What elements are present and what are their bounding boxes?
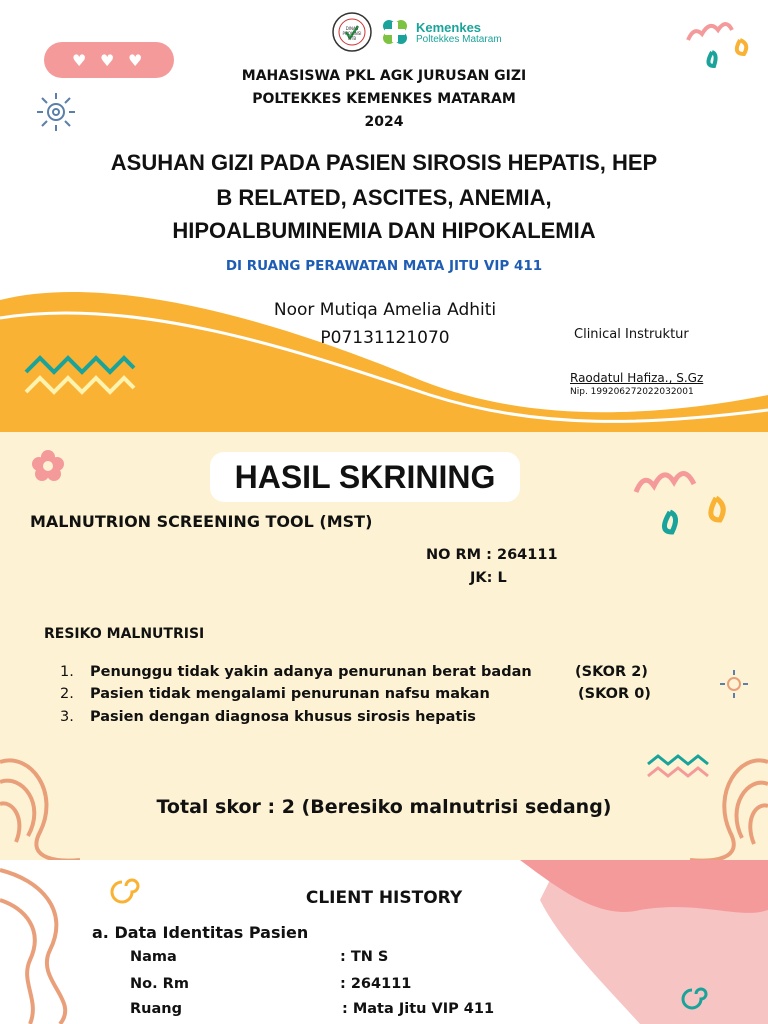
header-line2: POLTEKKES KEMENKES MATARAM [252,91,516,107]
risk-item-num: 3. [60,709,74,725]
identity-value: : TN S [340,949,389,965]
risk-item-score: (SKOR 2) [575,664,648,680]
risk-item-text: Penunggu tidak yakin adanya penurunan berat badan [90,664,532,680]
instructor-name: Raodatul Hafiza., S.Gz [570,371,704,385]
curl-icon [688,24,732,40]
identity-label: Ruang [130,1001,182,1017]
sun-icon [720,670,748,698]
squiggle-icon [664,512,675,532]
identity-label: Nama [130,949,177,965]
squiggle-icon [737,40,746,54]
risk-title: RESIKO MALNUTRISI [44,626,205,642]
seal-text: DINAS PROVINSI NTB [342,26,362,41]
kemenkes-logo [383,20,407,44]
title-line3: HIPOALBUMINEMIA DAN HIPOKALEMIA [172,218,596,243]
student-id: P07131121070 [320,328,450,348]
instructor-label: Clinical Instruktur [574,327,689,342]
identity-value: : Mata Jitu VIP 411 [342,1001,495,1017]
squiggle-icon [708,52,715,66]
zigzag-icon [648,768,708,776]
curl-icon [636,473,694,492]
screening-tool: MALNUTRION SCREENING TOOL (MST) [30,512,373,531]
identity-value: : 264111 [340,976,412,992]
flower-icon [32,450,64,481]
total-score: Total skor : 2 (Beresiko malnutrisi sedang) [156,796,612,818]
heart-icon: ♥ [72,51,87,70]
jk: JK: L [470,570,507,586]
client-history-heading: CLIENT HISTORY [305,888,463,908]
risk-item-text: Pasien tidak mengalami penurunan nafsu makan [90,686,490,702]
identity-label: No. Rm [130,976,189,992]
heart-icon: ♥ [128,51,143,70]
bottom-decor [0,860,768,1024]
location-text: DI RUANG PERAWATAN MATA JITU VIP 411 [225,258,543,274]
student-name: Noor Mutiqa Amelia Adhiti [273,300,497,320]
instructor-nip: Nip. 199206272022032001 [570,387,694,397]
risk-item-num: 1. [60,664,74,680]
title-line1: ASUHAN GIZI PADA PASIEN SIROSIS HEPATIS, HEP [110,150,658,175]
squiggle-icon [711,498,723,520]
heart-icon: ♥ [100,51,115,70]
risk-item-num: 2. [60,686,74,702]
header-line1: MAHASISWA PKL AGK JURUSAN GIZI [241,68,527,84]
no-rm: NO RM : 264111 [426,547,558,563]
title-line2: B RELATED, ASCITES, ANEMIA, [216,185,552,210]
screening-section [0,432,768,860]
client-history-section [0,860,768,1024]
kemenkes-name: Kemenkes [416,20,482,35]
screening-heading: HASIL SKRINING [210,452,520,502]
header-section [0,0,768,432]
kemenkes-sub: Poltekkes Mataram [416,34,502,45]
identity-subheading: a. Data Identitas Pasien [92,923,309,942]
zigzag-icon [648,756,708,764]
risk-item-score: (SKOR 0) [578,686,651,702]
risk-item-text: Pasien dengan diagnosa khusus sirosis hepatis [90,709,476,725]
header-year: 2024 [364,114,404,130]
